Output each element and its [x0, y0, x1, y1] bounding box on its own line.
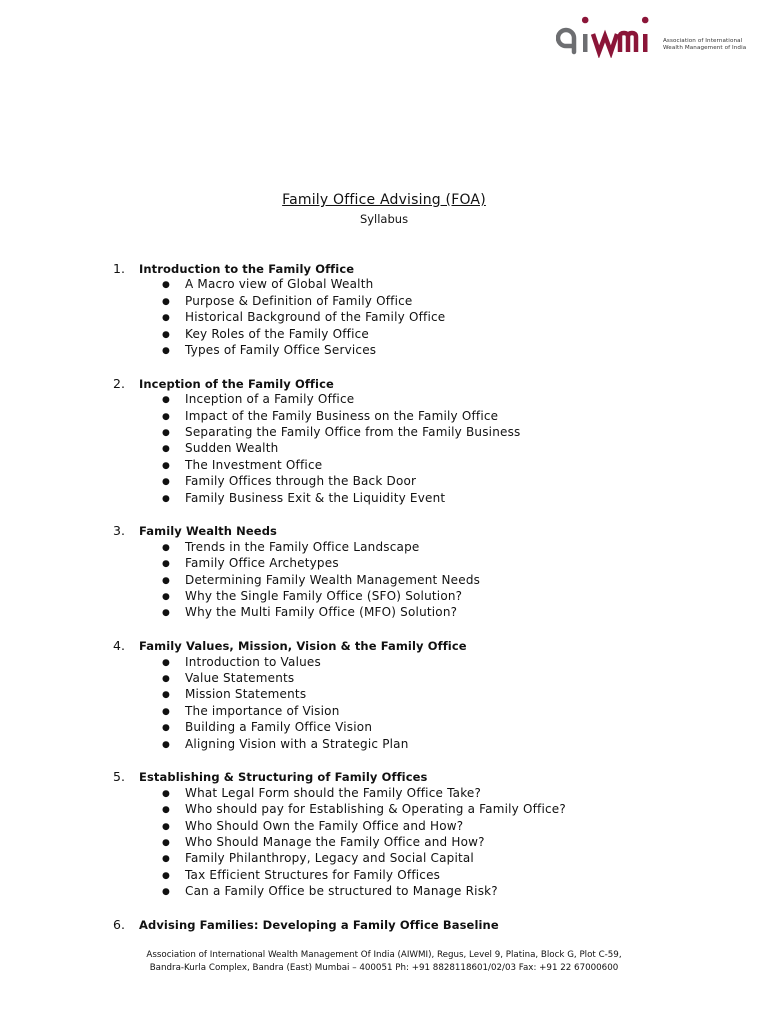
syllabus-item [162, 540, 420, 554]
syllabus-item [162, 687, 306, 701]
logo-tagline-line1: Association of International [663, 38, 743, 44]
bullet-icon: ● [162, 313, 171, 324]
section-heading [113, 769, 427, 784]
syllabus-item [162, 868, 440, 882]
syllabus-item [162, 425, 521, 439]
section-heading [113, 917, 499, 932]
bullet-icon: ● [162, 706, 171, 717]
bullet-icon: ● [162, 280, 171, 291]
syllabus-item-text: Mission Statements [185, 687, 307, 702]
syllabus-item-text: Family Offices through the Back Door [185, 474, 417, 489]
syllabus-item [162, 474, 416, 488]
syllabus-item-text: Value Statements [185, 671, 295, 685]
syllabus-item-text: Determining Family Wealth Management Needs [185, 572, 481, 587]
syllabus-item [162, 835, 485, 849]
syllabus-item-text: Aligning Vision with a Strategic Plan [185, 736, 409, 751]
bullet-icon: ● [162, 493, 171, 504]
section-title: Inception of the Family Office [139, 376, 334, 391]
bullet-icon: ● [162, 296, 171, 307]
bullet-icon: ● [162, 395, 171, 406]
syllabus-item [162, 655, 321, 669]
section-heading [113, 523, 277, 538]
syllabus-item-text: Purpose & Definition of Family Office [185, 293, 413, 308]
bullet-icon: ● [162, 870, 171, 881]
document-subtitle: Syllabus [359, 212, 409, 226]
bullet-icon: ● [162, 674, 171, 684]
bullet-icon: ● [162, 329, 171, 340]
bullet-icon: ● [162, 411, 171, 422]
syllabus-item [162, 277, 373, 291]
bullet-icon: ● [162, 592, 171, 602]
syllabus-item [162, 671, 294, 685]
section-heading [113, 376, 334, 391]
syllabus-item-text: Who Should Own the Family Office and How? [185, 818, 464, 833]
bullet-icon: ● [162, 542, 171, 553]
bullet-icon: ● [162, 559, 171, 570]
syllabus-item-text: The Investment Office [185, 457, 323, 472]
syllabus-item [162, 458, 322, 472]
syllabus-item [162, 294, 412, 308]
syllabus-item [162, 720, 372, 734]
syllabus-item-text: Family Philanthropy, Legacy and Social Capital [185, 851, 474, 866]
section-number: 2. [113, 375, 126, 391]
syllabus-item-text: Why the Multi Family Office (MFO) Solution? [185, 605, 458, 620]
bullet-icon: ● [162, 838, 171, 848]
section-heading [113, 261, 354, 276]
section-number: 1. [113, 261, 126, 276]
syllabus-item-text: Building a Family Office Vision [185, 720, 373, 735]
bullet-icon: ● [162, 477, 171, 488]
bullet-icon: ● [162, 608, 171, 619]
syllabus-item-text: Family Office Archetypes [185, 556, 339, 571]
bullet-icon: ● [162, 575, 171, 586]
aiwmi-logo [556, 14, 756, 58]
syllabus-item-text: Sudden Wealth [185, 441, 279, 456]
page-footer [0, 949, 768, 975]
syllabus-item-text: Introduction to Values [185, 654, 321, 669]
section-number: 6. [113, 917, 126, 932]
bullet-icon: ● [162, 428, 171, 438]
syllabus-item-text: Tax Efficient Structures for Family Offices [185, 867, 441, 882]
bullet-icon: ● [162, 821, 171, 832]
syllabus-item [162, 802, 566, 816]
logo-tagline-line2: Wealth Management of India [663, 45, 747, 51]
syllabus-item [162, 786, 481, 800]
section-title: Establishing & Structuring of Family Offices [139, 770, 428, 785]
syllabus-item [162, 589, 462, 603]
syllabus-item [162, 704, 340, 718]
syllabus-item-text: Types of Family Office Services [185, 343, 377, 357]
syllabus-item-text: The importance of Vision [185, 703, 340, 718]
syllabus-item-text: Family Business Exit & the Liquidity Event [185, 490, 446, 505]
syllabus-item-text: Who Should Manage the Family Office and How? [185, 835, 485, 849]
section-number: 5. [113, 769, 126, 785]
section-title: Family Wealth Needs [139, 524, 277, 539]
bullet-icon: ● [162, 460, 171, 471]
section-number: 3. [113, 523, 126, 539]
syllabus-item [162, 605, 457, 619]
aiwmi-logo-mark [556, 14, 662, 58]
bullet-icon: ● [162, 723, 171, 734]
syllabus-item [162, 327, 369, 341]
section-title: Introduction to the Family Office [139, 262, 355, 276]
syllabus-item [162, 441, 278, 455]
bullet-icon: ● [162, 690, 171, 701]
footer-address-line1: Association of International Wealth Management Of India (AIWMI), Regus, Level 9, Platina, Block G, Plot C-59, [146, 950, 622, 960]
syllabus-item-text: Key Roles of the Family Office [185, 326, 370, 341]
syllabus-item-text: Inception of a Family Office [185, 392, 355, 407]
syllabus-item-text: Trends in the Family Office Landscape [185, 539, 420, 554]
section-number: 4. [113, 638, 126, 654]
syllabus-item-text: Why the Single Family Office (SFO) Solution? [185, 589, 463, 603]
section-title: Advising Families: Developing a Family Office Baseline [139, 918, 499, 932]
syllabus-item [162, 310, 445, 324]
syllabus-item-text: Can a Family Office be structured to Manage Risk? [185, 884, 498, 899]
syllabus-item [162, 884, 498, 898]
syllabus-item [162, 556, 339, 570]
logo-tagline [663, 38, 746, 52]
bullet-icon: ● [162, 788, 171, 799]
syllabus-item-text: A Macro view of Global Wealth [185, 277, 374, 292]
syllabus-item [162, 819, 463, 833]
bullet-icon: ● [162, 657, 171, 668]
syllabus-item [162, 573, 480, 587]
syllabus-item-text: Impact of the Family Business on the Family Office [185, 408, 499, 423]
bullet-icon: ● [162, 854, 171, 865]
syllabus-item [162, 851, 474, 865]
syllabus-item [162, 343, 376, 357]
bullet-icon: ● [162, 805, 171, 816]
syllabus-item [162, 392, 354, 406]
section-title: Family Values, Mission, Vision & the Family Office [139, 639, 467, 654]
syllabus-item [162, 737, 409, 751]
syllabus-item-text: What Legal Form should the Family Office Take? [185, 785, 482, 800]
syllabus-item-text: Who should pay for Establishing & Operating a Family Office? [185, 802, 566, 817]
bullet-icon: ● [162, 444, 171, 455]
footer-address-line2: Bandra-Kurla Complex, Bandra (East) Mumbai – 400051 Ph: +91 8828118601/02/03 Fax: +91 22 67000600 [149, 963, 619, 973]
bullet-icon: ● [162, 739, 171, 750]
section-heading [113, 638, 467, 653]
syllabus-item-text: Separating the Family Office from the Family Business [185, 425, 521, 439]
bullet-icon: ● [162, 887, 171, 898]
bullet-icon: ● [162, 346, 171, 356]
syllabus-item [162, 409, 498, 423]
syllabus-item [162, 491, 445, 505]
document-title: Family Office Advising (FOA) [282, 192, 486, 208]
syllabus-item-text: Historical Background of the Family Office [185, 310, 446, 325]
